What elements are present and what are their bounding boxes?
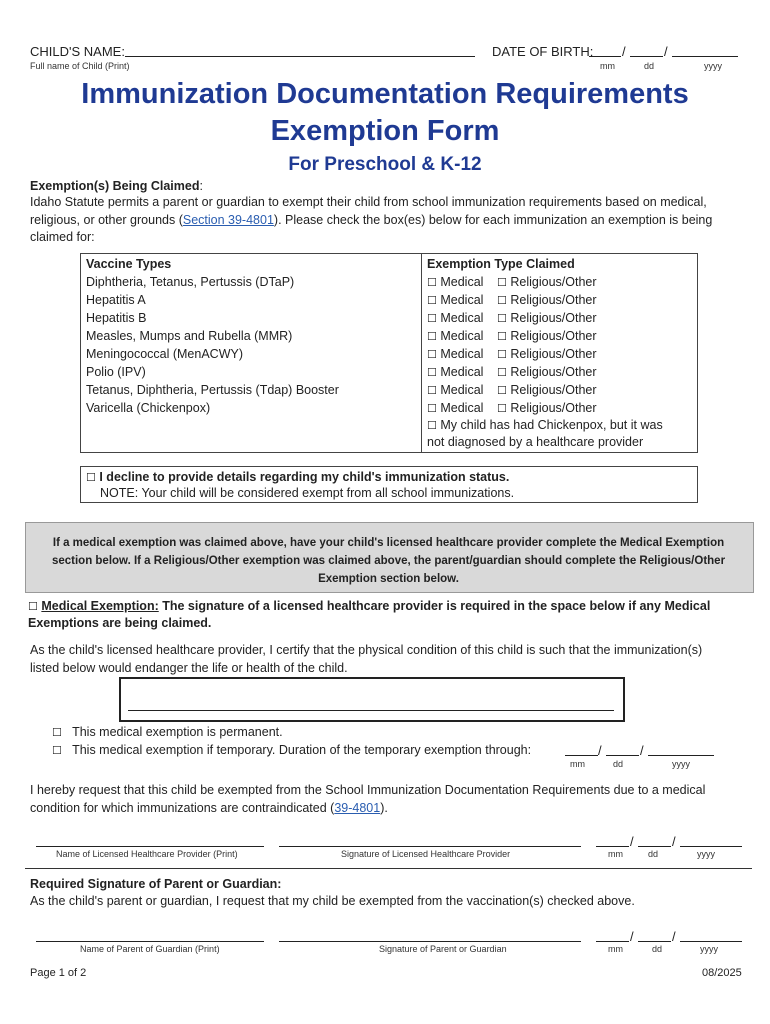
parent-text: As the child's parent or guardian, I request that my child be exempted from the vaccination(s) checked above. (30, 894, 635, 908)
religious-checkbox-option[interactable] (497, 275, 597, 289)
vaccine-name: Measles, Mumps and Rubella (MMR) (86, 329, 293, 343)
permanent-option[interactable] (52, 725, 283, 739)
provider-yyyy-sub: yyyy (697, 849, 715, 859)
provider-dd-sub: dd (648, 849, 659, 859)
input-underline (128, 710, 614, 711)
parent-signature-field[interactable] (279, 929, 581, 942)
religious-checkbox-option[interactable] (497, 383, 597, 397)
dob-slash-1: / (622, 44, 626, 59)
religious-checkbox-option[interactable] (497, 347, 597, 361)
checkbox-icon[interactable]: ☐ (427, 330, 437, 343)
vaccine-name: Polio (IPV) (86, 365, 146, 379)
provider-mm-field[interactable] (596, 834, 629, 847)
chickenpox-note-1: My child has had Chickenpox, but it was (440, 418, 663, 432)
request-line-2 (30, 800, 705, 818)
medical-certify (30, 642, 702, 677)
request-line-1: I hereby request that this child be exempted from the School Immunization Documentation Requirements due to a medical (30, 783, 706, 797)
parent-yyyy-sub: yyyy (700, 944, 718, 954)
checkbox-icon[interactable]: ☐ (427, 384, 437, 397)
table-divider (421, 253, 422, 452)
decline-text: I decline to provide details regarding my child's immunization status. (99, 470, 510, 484)
temp-yyyy-sub: yyyy (672, 759, 690, 769)
vaccine-name: Meningococcal (MenACWY) (86, 347, 243, 361)
provider-mm-sub: mm (608, 849, 623, 859)
checkbox-icon[interactable]: ☐ (28, 600, 38, 613)
checkbox-icon[interactable]: ☐ (497, 276, 507, 289)
claimed-text (30, 194, 748, 247)
temporary-option[interactable] (52, 743, 531, 757)
chickenpox-note-2: not diagnosed by a healthcare provider (427, 435, 644, 449)
medical-label: Medical (440, 347, 484, 361)
provider-signature-field[interactable] (279, 834, 581, 847)
notice-line-1: If a medical exemption was claimed above, have your child's licensed healthcare provider complete the Medical Exemption (52, 537, 725, 549)
dob-mm-field[interactable] (589, 44, 621, 57)
parent-sig-label: Signature of Parent or Guardian (379, 944, 507, 954)
revision-date: 08/2025 (702, 967, 742, 979)
parent-name-field[interactable] (36, 929, 264, 942)
claimed-text-before: Idaho Statute permits a parent or guardian to exempt their child from school immunization requirements based on medical, religious, or other grounds ( (30, 195, 707, 227)
temp-mm-field[interactable] (565, 743, 598, 756)
dob-mm-sub: mm (600, 61, 615, 71)
checkbox-icon[interactable]: ☐ (86, 471, 96, 484)
parent-mm-sub: mm (608, 944, 623, 954)
request-line-2a: condition for which immunizations are contraindicated ( (30, 800, 335, 815)
provider-name-field[interactable] (36, 834, 264, 847)
temp-yyyy-field[interactable] (648, 743, 714, 756)
parent-slash-2: / (672, 929, 676, 944)
religious-label: Religious/Other (510, 311, 597, 325)
religious-checkbox-option[interactable] (497, 293, 597, 307)
medical-checkbox-option[interactable] (427, 293, 483, 307)
religious-label: Religious/Other (510, 293, 597, 307)
permanent-text: This medical exemption is permanent. (72, 725, 283, 739)
checkbox-icon[interactable]: ☐ (427, 348, 437, 361)
exemption-type-header: Exemption Type Claimed (427, 257, 575, 271)
provider-yyyy-field[interactable] (680, 834, 742, 847)
dob-yyyy-sub: yyyy (704, 61, 722, 71)
checkbox-icon[interactable]: ☐ (427, 312, 437, 325)
vaccine-name: Diphtheria, Tetanus, Pertussis (DTaP) (86, 275, 295, 289)
immunization-input-box[interactable] (119, 677, 625, 722)
certify-line-1: As the child's licensed healthcare provider, I certify that the physical condition of this child is such that the immunization(s) (30, 643, 703, 657)
medical-label: Medical (440, 293, 484, 307)
medical-checkbox-option[interactable] (427, 401, 483, 415)
child-name-label: CHILD'S NAME: (30, 44, 125, 59)
checkbox-icon[interactable]: ☐ (427, 366, 437, 379)
provider-slash-1: / (630, 834, 634, 849)
checkbox-icon[interactable]: ☐ (497, 312, 507, 325)
checkbox-icon[interactable]: ☐ (497, 294, 507, 307)
page-subtitle: For Preschool & K-12 (288, 154, 482, 175)
checkbox-icon[interactable]: ☐ (497, 384, 507, 397)
parent-heading: Required Signature of Parent or Guardian: (30, 877, 282, 891)
checkbox-icon[interactable]: ☐ (52, 744, 62, 757)
parent-dd-field[interactable] (638, 929, 671, 942)
medical-request (30, 782, 705, 817)
checkbox-icon[interactable]: ☐ (497, 366, 507, 379)
checkbox-icon[interactable]: ☐ (52, 726, 62, 739)
checkbox-icon[interactable]: ☐ (427, 276, 437, 289)
religious-label: Religious/Other (510, 401, 597, 415)
parent-yyyy-field[interactable] (680, 929, 742, 942)
medical-checkbox-option[interactable] (427, 347, 483, 361)
religious-checkbox-option[interactable] (497, 365, 597, 379)
medical-checkbox-option[interactable] (427, 311, 483, 325)
provider-slash-2: / (672, 834, 676, 849)
religious-label: Religious/Other (510, 365, 597, 379)
page-title-line2: Exemption Form (270, 115, 500, 147)
decline-option[interactable] (86, 470, 509, 484)
medical-label: Medical (440, 401, 484, 415)
religious-label: Religious/Other (510, 347, 597, 361)
claimed-heading-wrap: Exemption(s) Being Claimed: (30, 179, 203, 193)
parent-dd-sub: dd (652, 944, 663, 954)
section-link[interactable]: Section 39-4801 (182, 212, 274, 227)
dob-slash-2: / (664, 44, 668, 59)
page-number: Page 1 of 2 (30, 967, 87, 979)
religious-checkbox-option[interactable] (497, 311, 597, 325)
checkbox-icon[interactable]: ☐ (497, 330, 507, 343)
checkbox-icon[interactable]: ☐ (427, 419, 437, 432)
provider-name-label: Name of Licensed Healthcare Provider (Print) (56, 849, 238, 859)
page-title: Immunization Documentation Requirements (81, 78, 689, 110)
checkbox-icon[interactable]: ☐ (497, 348, 507, 361)
certify-line-2: listed below would endanger the life or health of the child. (30, 660, 348, 675)
medical-label: Medical (440, 365, 484, 379)
religious-checkbox-option[interactable] (497, 401, 597, 415)
temp-dd-sub: dd (613, 759, 624, 769)
section-divider (25, 868, 752, 869)
medical-heading-rest: The signature of a licensed healthcare provider is required in the space below if any Medical (162, 599, 711, 613)
provider-sig-label: Signature of Licensed Healthcare Provider (341, 849, 511, 859)
checkbox-icon[interactable]: ☐ (497, 402, 507, 415)
dob-dd-field[interactable] (630, 44, 663, 57)
checkbox-icon[interactable]: ☐ (427, 294, 437, 307)
claimed-text-after: ). Please check the box(es) below for each immunization an exemption is being claimed for: (30, 212, 713, 244)
vaccine-name: Hepatitis B (86, 311, 147, 325)
temp-dd-field[interactable] (606, 743, 639, 756)
religious-label: Religious/Other (510, 275, 597, 289)
medical-checkbox-option[interactable] (427, 329, 483, 343)
vaccine-name: Varicella (Chickenpox) (86, 401, 211, 415)
notice-line-3: Exemption section below. (318, 573, 459, 585)
parent-mm-field[interactable] (596, 929, 629, 942)
decline-note: NOTE: Your child will be considered exempt from all school immunizations. (100, 486, 515, 500)
request-line-2b: ). (380, 800, 388, 815)
vaccine-name: Tetanus, Diphtheria, Pertussis (Tdap) Booster (86, 383, 339, 397)
religious-label: Religious/Other (510, 329, 597, 343)
checkbox-icon[interactable]: ☐ (427, 402, 437, 415)
claimed-heading: Exemption(s) Being Claimed (30, 179, 200, 193)
notice-line-2: section below. If a Religious/Other exemption was claimed above, the parent/guardian should complete the Religious/Other (51, 555, 726, 567)
medical-label: Medical (440, 383, 484, 397)
religious-label: Religious/Other (510, 383, 597, 397)
religious-checkbox-option[interactable] (497, 329, 597, 343)
medical-label: Medical (440, 311, 484, 325)
provider-dd-field[interactable] (638, 834, 671, 847)
statute-link[interactable]: 39-4801 (334, 800, 381, 815)
dob-label: DATE OF BIRTH: (492, 44, 594, 59)
dob-dd-sub: dd (644, 61, 655, 71)
medical-checkbox-option[interactable] (427, 275, 483, 289)
vaccine-types-header: Vaccine Types (86, 257, 172, 271)
medical-checkbox-option[interactable] (427, 383, 483, 397)
medical-heading-label: Medical Exemption: (41, 599, 159, 613)
parent-slash-1: / (630, 929, 634, 944)
notice-text (25, 534, 752, 588)
dob-yyyy-field[interactable] (672, 44, 738, 57)
temp-mm-sub: mm (570, 759, 585, 769)
child-name-sub: Full name of Child (Print) (30, 61, 130, 71)
temp-slash-1: / (598, 743, 602, 758)
chickenpox-option[interactable] (427, 418, 663, 432)
vaccine-name: Hepatitis A (86, 293, 146, 307)
medical-heading (28, 598, 748, 632)
temp-slash-2: / (640, 743, 644, 758)
child-name-field[interactable] (125, 44, 475, 57)
medical-label: Medical (440, 329, 484, 343)
parent-name-label: Name of Parent of Guardian (Print) (80, 944, 220, 954)
temporary-text: This medical exemption if temporary. Duration of the temporary exemption through: (72, 743, 532, 757)
medical-label: Medical (440, 275, 484, 289)
medical-heading-rest2: Exemptions are being claimed. (28, 616, 212, 630)
medical-checkbox-option[interactable] (427, 365, 483, 379)
